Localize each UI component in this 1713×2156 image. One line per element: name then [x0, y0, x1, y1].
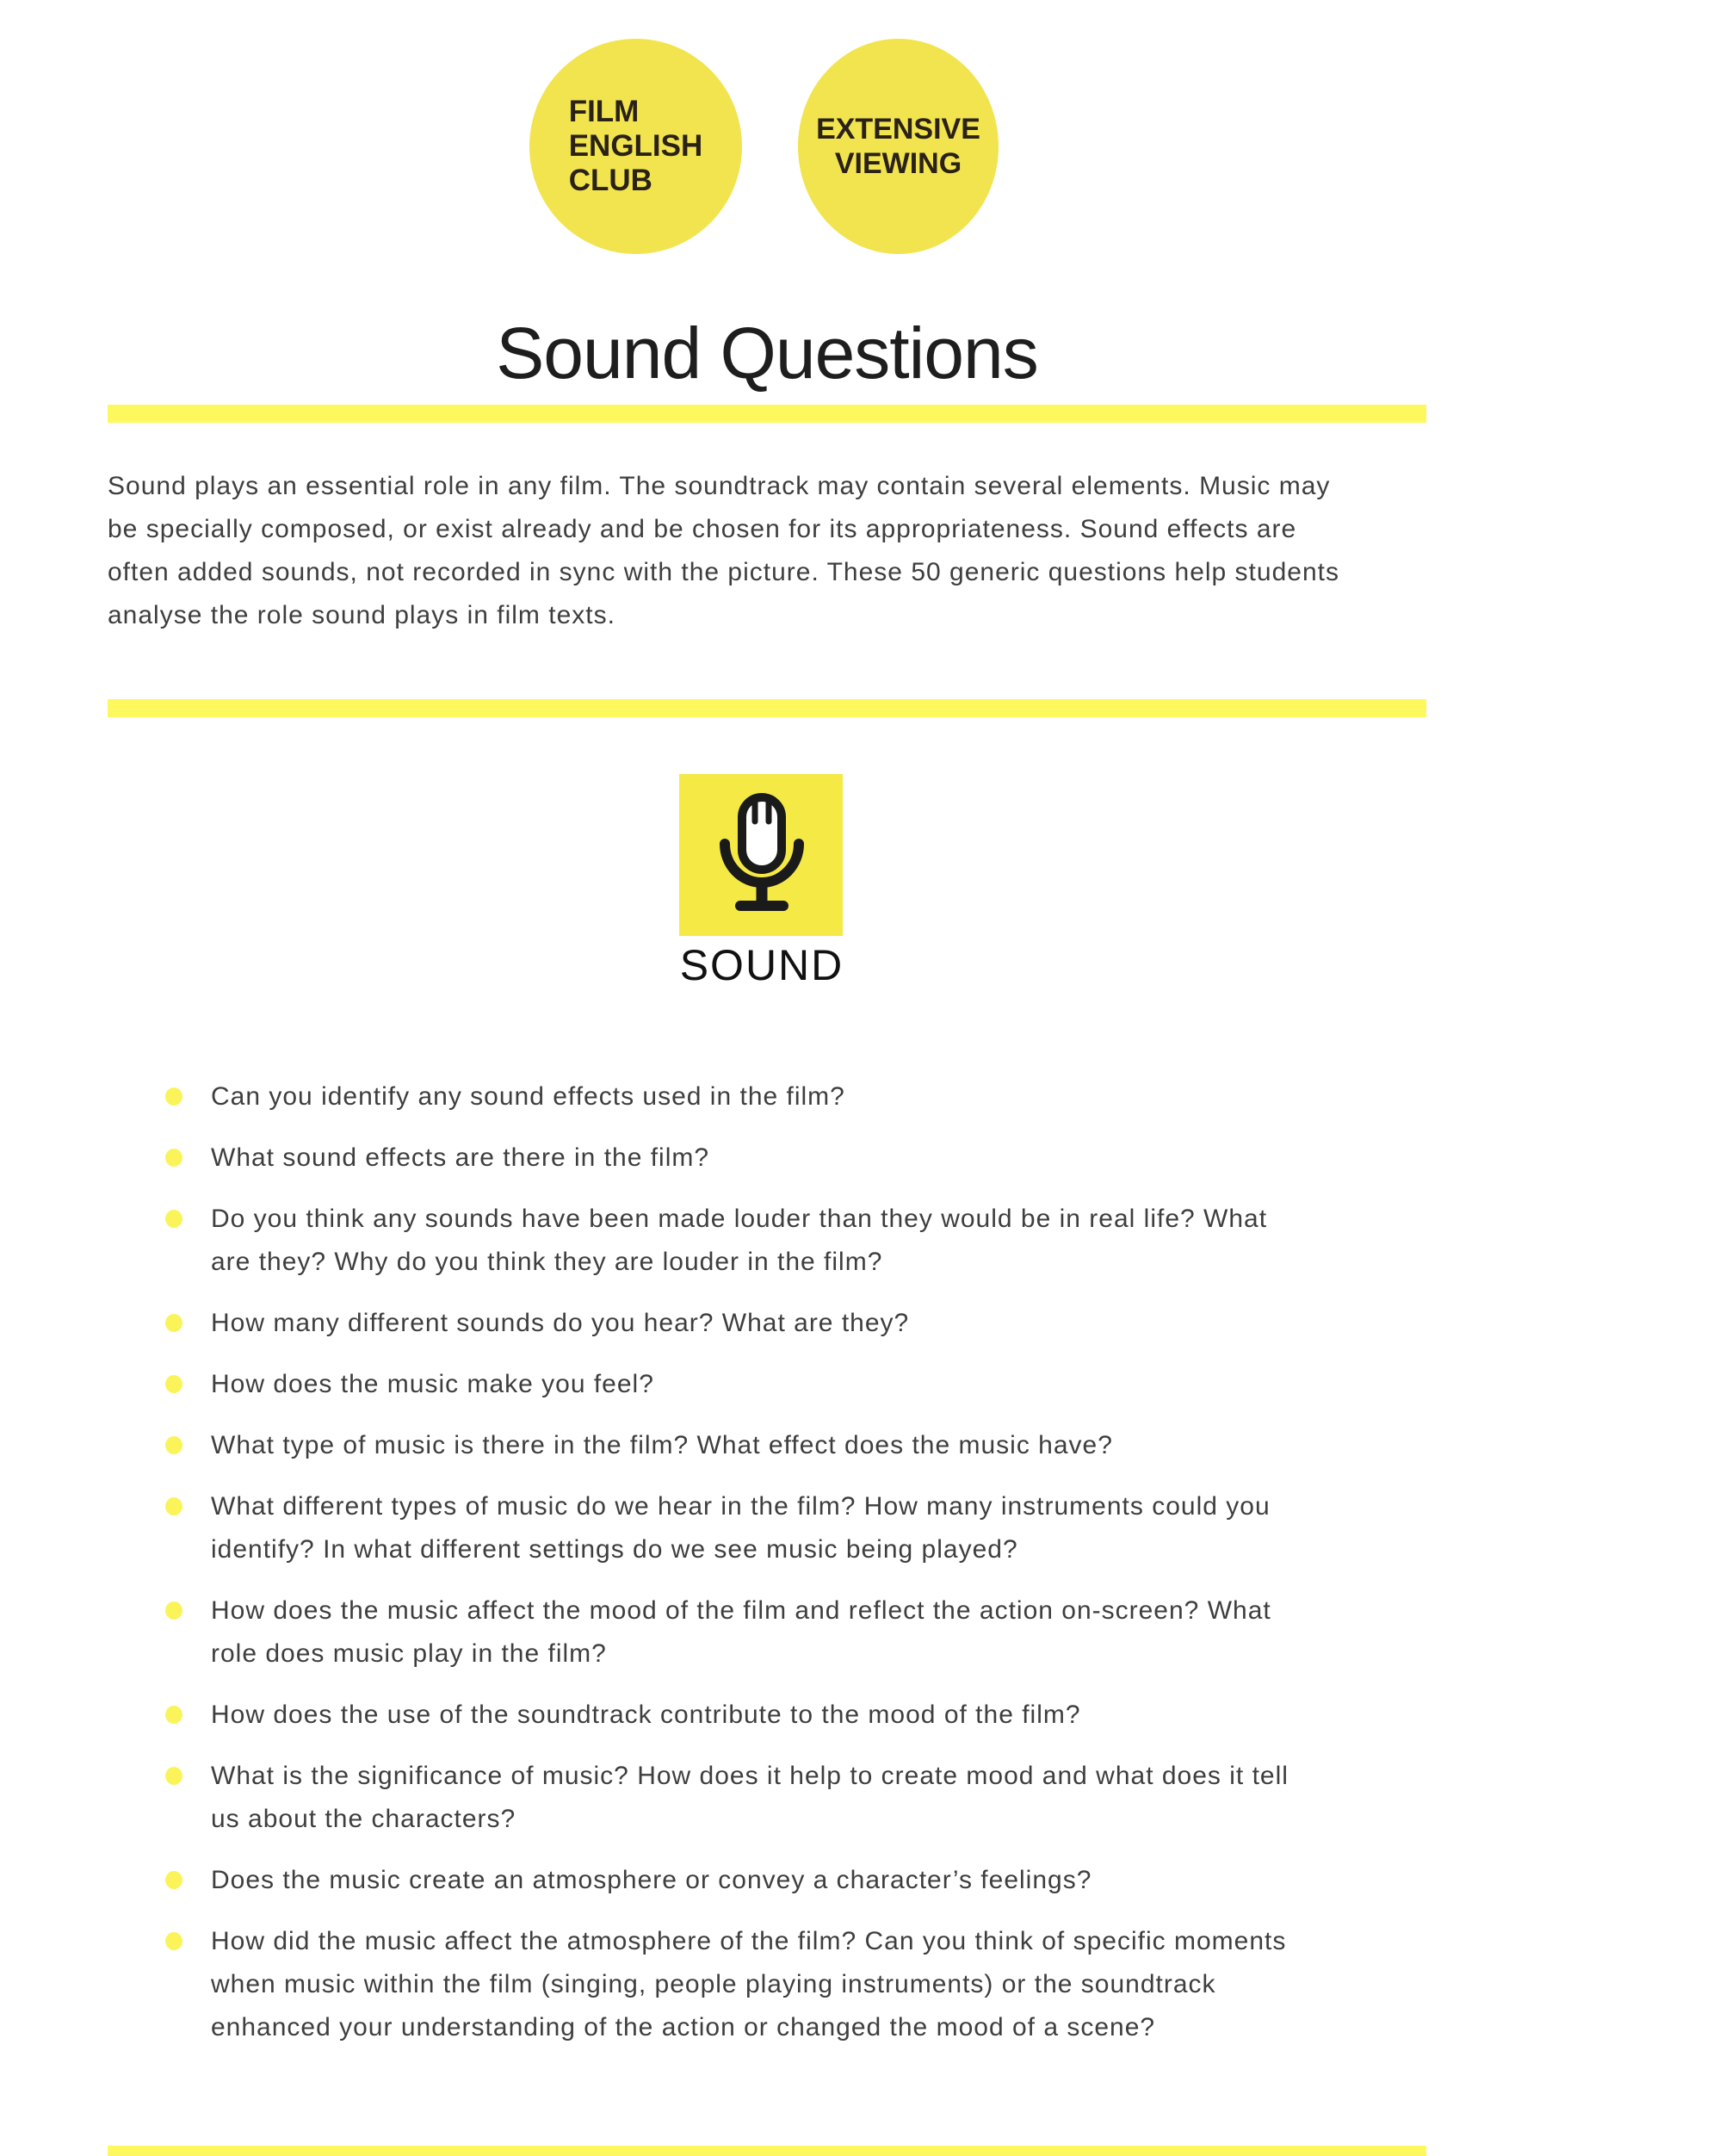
question-item — [108, 1424, 1313, 1467]
bullet-icon — [165, 1314, 182, 1332]
question-text: Can you identify any sound effects used in the film? — [211, 1082, 845, 1111]
film-english-club-logo — [529, 39, 742, 254]
sound-badge — [679, 774, 843, 936]
question-text: How many different sounds do you hear? What are they? — [211, 1309, 910, 1337]
bullet-icon — [165, 1087, 182, 1106]
page-title: Sound Questions — [496, 313, 1038, 393]
bullet-icon — [165, 1932, 182, 1950]
questions-list — [108, 1075, 1313, 2067]
question-text: Do you think any sounds have been made louder than they would be in real life? What are they? Why do you think they are louder in the film? — [211, 1205, 1268, 1276]
question-item — [108, 1137, 1313, 1180]
question-item — [108, 1694, 1313, 1737]
question-item — [108, 1920, 1313, 2049]
question-item — [108, 1198, 1313, 1284]
question-item — [108, 1363, 1313, 1406]
logo-line: EXTENSIVE — [816, 113, 980, 146]
question-text: What type of music is there in the film? What effect does the music have? — [211, 1431, 1113, 1459]
film-english-club-logo-text — [569, 95, 703, 198]
bullet-icon — [165, 1497, 182, 1515]
question-item — [108, 1075, 1313, 1118]
bullet-icon — [165, 1767, 182, 1785]
intro-paragraph: Sound plays an essential role in any film. The soundtrack may contain several elements. Music may be specially composed, or exist already and be chosen for its appropriateness. Sound effects are often added sounds, not recorded in sync with the picture. These 50 generic questions help students analyse the role sound plays in film texts. — [108, 472, 1339, 629]
question-text: Does the music create an atmosphere or convey a character’s feelings? — [211, 1866, 1092, 1894]
question-text: How did the music affect the atmosphere of the film? Can you think of specific moments when music within the film (singing, people playing instruments) or the soundtrack enhanced your understanding of the action or changed the mood of a scene? — [211, 1927, 1287, 2041]
bullet-icon — [165, 1706, 182, 1724]
logo-line: CLUB — [568, 164, 652, 197]
question-item — [108, 1485, 1313, 1571]
accent-bar-middle — [108, 699, 1426, 717]
extensive-viewing-logo-text — [816, 112, 980, 181]
question-text: What sound effects are there in the film? — [211, 1143, 710, 1172]
bullet-icon — [165, 1436, 182, 1454]
microphone-icon — [708, 790, 814, 920]
question-text: How does the use of the soundtrack contribute to the mood of the film? — [211, 1701, 1081, 1729]
accent-bar-top — [108, 405, 1426, 423]
logo-line: ENGLISH — [568, 129, 703, 163]
question-text: How does the music make you feel? — [211, 1370, 654, 1398]
question-item — [108, 1589, 1313, 1676]
bullet-icon — [165, 1149, 182, 1167]
logo-line: FILM — [568, 95, 640, 128]
question-item — [108, 1755, 1313, 1841]
question-text: What different types of music do we hear in the film? How many instruments could you identify? In what different settings do we see music being played? — [211, 1492, 1271, 1564]
question-text: How does the music affect the mood of the film and reflect the action on-screen? What role does music play in the film? — [211, 1596, 1271, 1668]
logo-line: VIEWING — [834, 147, 962, 180]
sound-badge-label: SOUND — [679, 941, 844, 989]
question-item — [108, 1859, 1313, 1902]
bullet-icon — [165, 1871, 182, 1889]
accent-bar-bottom — [108, 2146, 1426, 2156]
bullet-icon — [165, 1210, 182, 1228]
question-text: What is the significance of music? How does it help to create mood and what does it tell us about the characters? — [211, 1762, 1289, 1833]
bullet-icon — [165, 1375, 182, 1393]
extensive-viewing-logo — [798, 39, 999, 254]
bullet-icon — [165, 1602, 182, 1620]
question-item — [108, 1302, 1313, 1345]
